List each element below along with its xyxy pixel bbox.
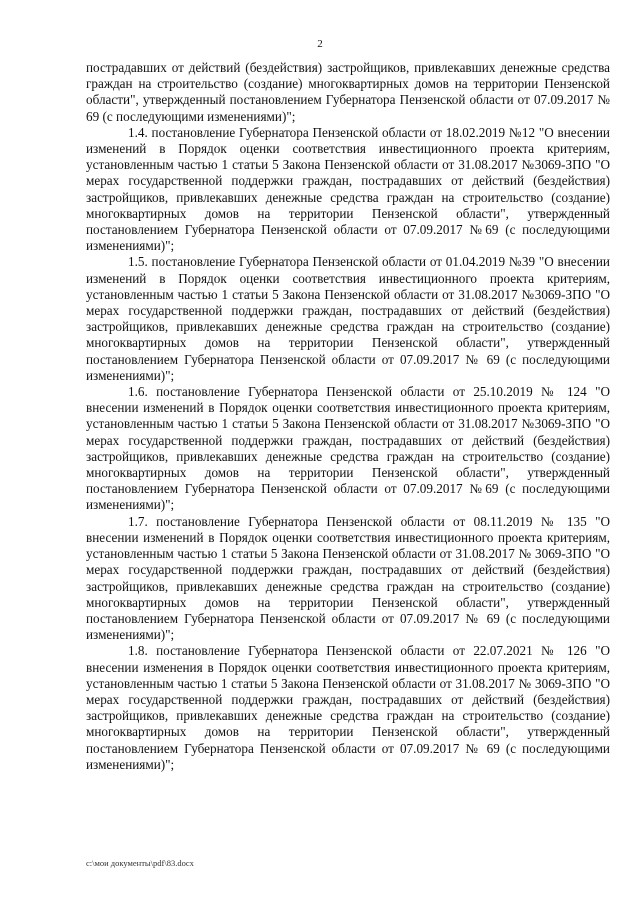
page-number: 2 [317, 38, 323, 50]
paragraph-item-1-6: 1.6. постановление Губернатора Пензенской области от 25.10.2019 № 124 "О внесении изменений в Порядок оценки соответствия инвестиционного проекта критериям, установленным частью 1 статьи 5 Закона Пензенской области от 31.08.2017 №3069-ЗПО "О мерах государственной поддержки граждан, пострадавших от действий (бездействия) застройщиков, привлекавших денежные средства граждан на строительство (создание) многоквартирных домов на территории Пензенской области", утвержденный постановлением Губернатора Пензенской области от 07.09.2017 №69 (с последующими изменениями)"; [86, 384, 610, 513]
paragraph-item-1-7: 1.7. постановление Губернатора Пензенской области от 08.11.2019 № 135 "О внесении изменений в Порядок оценки соответствия инвестиционного проекта критериям, установленным частью 1 статьи 5 Закона Пензенской области от 31.08.2017 № 3069-ЗПО "О мерах государственной поддержки граждан, пострадавших от действий (бездействия) застройщиков, привлекавших денежные средства граждан на строительство (создание) многоквартирных домов на территории Пензенской области", утвержденный постановлением Губернатора Пензенской области от 07.09.2017 № 69 (с последующими изменениями)"; [86, 513, 610, 643]
paragraph-item-1-8: 1.8. постановление Губернатора Пензенской области от 22.07.2021 № 126 "О внесении изменения в Порядок оценки соответствия инвестиционного проекта критериям, установленным частью 1 статьи 5 Закона Пензенской области от 31.08.2017 № 3069-ЗПО "О мерах государственной поддержки граждан, пострадавших от действий (бездействия) застройщиков, привлекавших денежные средства граждан на строительство (создание) многоквартирных домов на территории Пензенской области", утвержденный постановлением Губернатора Пензенской области от 07.09.2017 № 69 (с последующими изменениями)"; [86, 643, 610, 772]
footer-file-path: c:\мои документы\pdf\83.docx [86, 858, 194, 868]
document-body [86, 60, 610, 773]
paragraph-item-1-4: 1.4. постановление Губернатора Пензенской области от 18.02.2019 №12 "О внесении изменений в Порядок оценки соответствия инвестиционного проекта критериям, установленным частью 1 статьи 5 Закона Пензенской области от 31.08.2017 №3069-ЗПО "О мерах государственной поддержки граждан, пострадавших от действий (бездействия) застройщиков, привлекавших денежные средства граждан на строительство (создание) многоквартирных домов на территории Пензенской области", утвержденный постановлением Губернатора Пензенской области от 07.09.2017 №69 (с последующими изменениями)"; [86, 124, 610, 254]
paragraph-item-1-5: 1.5. постановление Губернатора Пензенской области от 01.04.2019 №39 "О внесении изменений в Порядок оценки соответствия инвестиционного проекта критериям, установленным частью 1 статьи 5 Закона Пензенской области от 31.08.2017 №3069-ЗПО "О мерах государственной поддержки граждан, пострадавших от действий (бездействия) застройщиков, привлекавших денежные средства граждан на строительство (создание) многоквартирных домов на территории Пензенской области", утвержденный постановлением Губернатора Пензенской области от 07.09.2017 № 69 (с последующими изменениями)"; [86, 254, 610, 383]
paragraph-continuation: пострадавших от действий (бездействия) застройщиков, привлекавших денежные средства граждан на строительство (создание) многоквартирных домов на территории Пензенской области", утвержденный постановлением Губернатора Пензенской области от 07.09.2017 № 69 (с последующими изменениями)"; [86, 60, 610, 124]
